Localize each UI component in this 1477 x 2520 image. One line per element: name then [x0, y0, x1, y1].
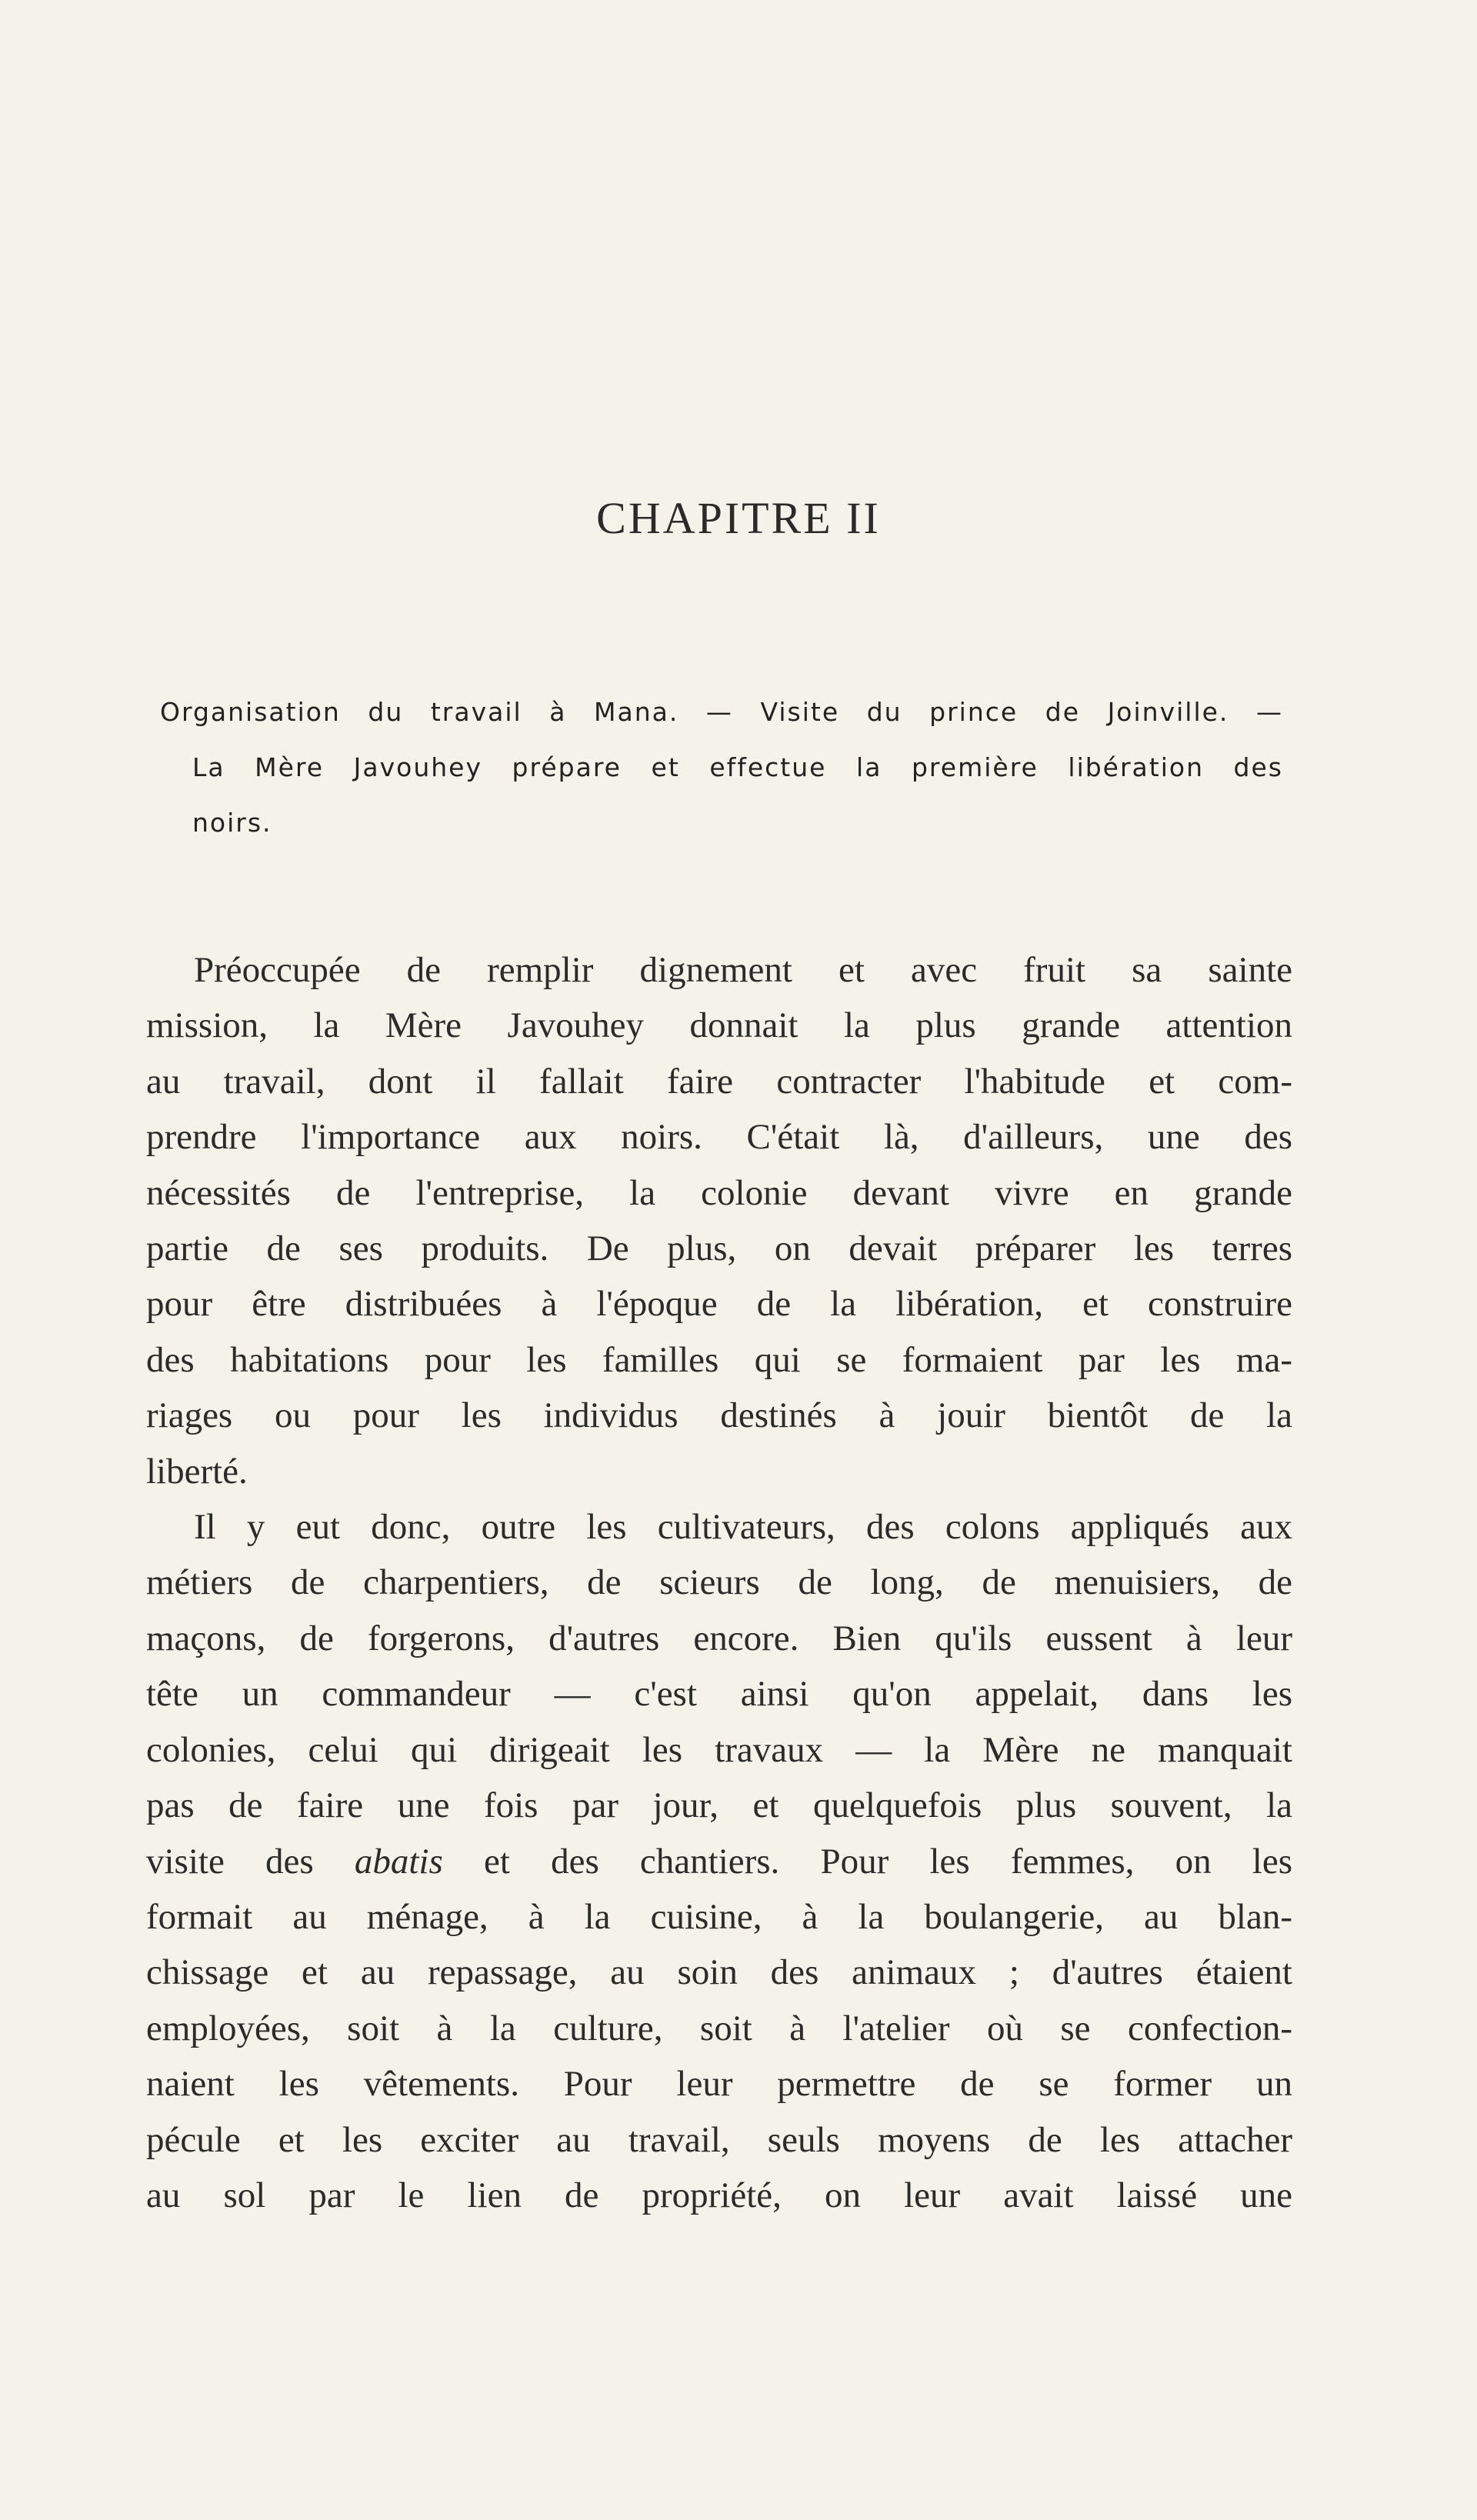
- text-line: pas de faire une fois par jour, et quelquefois plus souvent, la: [146, 1785, 1292, 1826]
- italic-term: abatis: [354, 1841, 443, 1882]
- text-segment: et des chantiers. Pour les femmes, on les: [442, 1841, 1292, 1882]
- text-segment: visite des: [146, 1841, 355, 1882]
- chapter-title: CHAPITRE II: [596, 493, 881, 543]
- text-line: au travail, dont il fallait faire contracter l'habitude et com-: [146, 1061, 1292, 1102]
- text-line: Il y eut donc, outre les cultivateurs, des colons appliqués aux: [194, 1507, 1292, 1548]
- text-line: [146, 1834, 1292, 1889]
- text-line: nécessités de l'entreprise, la colonie devant vivre en grande: [146, 1172, 1292, 1213]
- chapter-summary: [160, 685, 1283, 851]
- summary-line: Organisation du travail à Mana. — Visite du prince de Joinville. —: [160, 697, 1283, 727]
- text-line: maçons, de forgerons, d'autres encore. Bien qu'ils eussent à leur: [146, 1618, 1292, 1658]
- text-line: employées, soit à la culture, soit à l'atelier où se confection-: [146, 2008, 1292, 2048]
- text-line: colonies, celui qui dirigeait les travaux — la Mère ne manquait: [146, 1729, 1292, 1770]
- text-line: pour être distribuées à l'époque de la libération, et construire: [146, 1284, 1292, 1325]
- text-line: métiers de charpentiers, de scieurs de long, de menuisiers, de: [146, 1562, 1292, 1603]
- text-line: Préoccupée de remplir dignement et avec fruit sa sainte: [194, 950, 1292, 990]
- text-line: prendre l'importance aux noirs. C'était là, d'ailleurs, une des: [146, 1117, 1292, 1158]
- text-line: liberté.: [146, 1451, 248, 1492]
- text-line: partie de ses produits. De plus, on devait préparer les terres: [146, 1228, 1292, 1269]
- text-line: des habitations pour les familles qui se formaient par les ma-: [146, 1339, 1292, 1380]
- text-line: mission, la Mère Javouhey donnait la plus grande attention: [146, 1005, 1292, 1046]
- text-line: au sol par le lien de propriété, on leur avait laissé une: [146, 2175, 1292, 2215]
- text-line: tête un commandeur — c'est ainsi qu'on appelait, dans les: [146, 1674, 1292, 1715]
- summary-line: La Mère Javouhey prépare et effectue la première libération des: [192, 752, 1283, 782]
- text-line: naient les vêtements. Pour leur permettre de se former un: [146, 2064, 1292, 2105]
- text-line: pécule et les exciter au travail, seuls moyens de les attacher: [146, 2119, 1292, 2160]
- summary-line: noirs.: [192, 808, 272, 838]
- body-text: [146, 942, 1292, 2223]
- text-line: chissage et au repassage, au soin des animaux ; d'autres étaient: [146, 1952, 1292, 1993]
- text-line: formait au ménage, à la cuisine, à la boulangerie, au blan-: [146, 1896, 1292, 1937]
- text-line: riages ou pour les individus destinés à jouir bientôt de la: [146, 1395, 1292, 1436]
